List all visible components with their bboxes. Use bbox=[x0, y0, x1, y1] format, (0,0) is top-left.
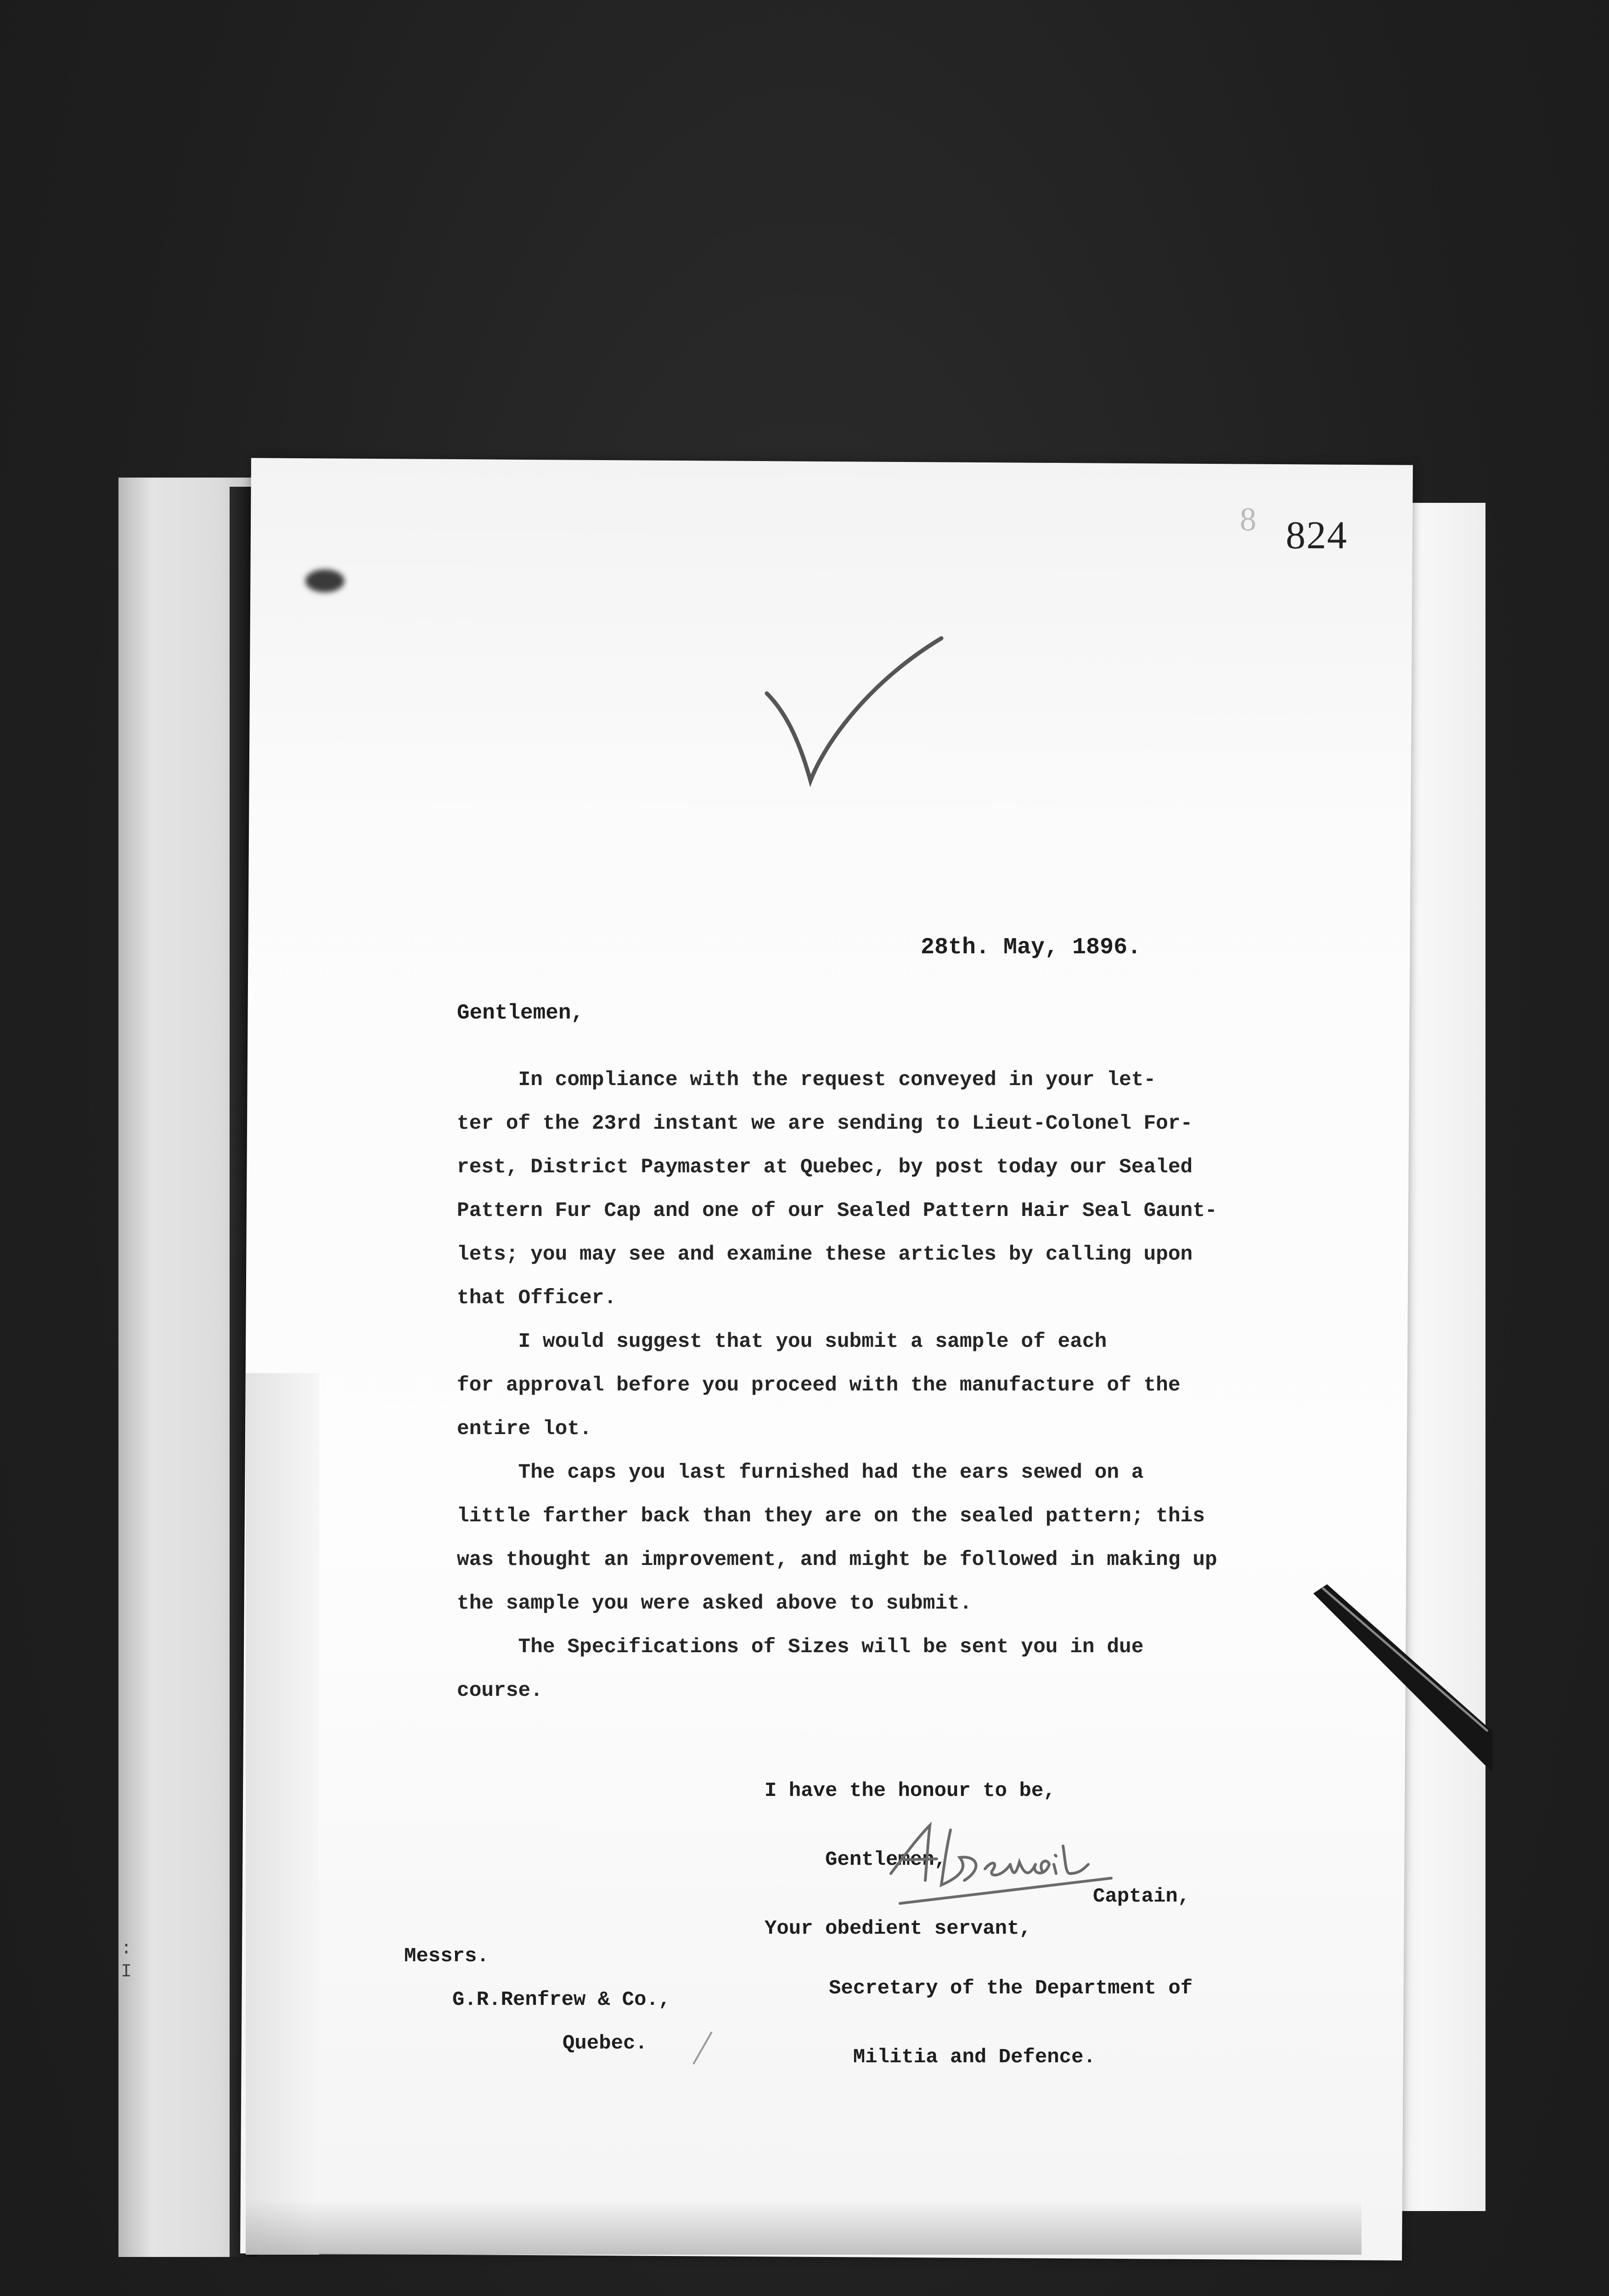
body-line: In compliance with the request conveyed in your let- bbox=[457, 1069, 1156, 1092]
signatory-title: Captain, bbox=[1093, 1885, 1190, 1908]
body-line: rest, District Paymaster at Quebec, by post today our Sealed bbox=[457, 1156, 1193, 1179]
body-line: little farther back than they are on the sealed pattern; this bbox=[457, 1505, 1205, 1528]
body-line: Pattern Fur Cap and one of our Sealed Pattern Hair Seal Gaunt- bbox=[457, 1199, 1217, 1222]
punch-hole-mark bbox=[305, 569, 344, 592]
checkmark-icon bbox=[758, 629, 951, 794]
body-line: The Specifications of Sizes will be sent you in due bbox=[457, 1636, 1144, 1659]
pen-pointer bbox=[1309, 1580, 1492, 1773]
body-line: I would suggest that you submit a sample of each bbox=[457, 1330, 1107, 1353]
closing-line: I have the honour to be, bbox=[765, 1779, 1056, 1802]
page-number: 824 bbox=[1286, 513, 1348, 557]
body-line: lets; you may see and examine these articles by calling upon bbox=[457, 1243, 1193, 1266]
letter-salutation: Gentlemen, bbox=[457, 1001, 584, 1025]
recipient-salutation: Messrs. bbox=[404, 1945, 489, 1968]
body-line: The caps you last furnished had the ears sewed on a bbox=[457, 1461, 1144, 1484]
body-line: course. bbox=[457, 1679, 543, 1702]
binding-mark: : I bbox=[121, 1939, 132, 1982]
recipient-name: G.R.Renfrew & Co., bbox=[452, 1988, 671, 2011]
letter-body bbox=[457, 1058, 1256, 1713]
page-number-overwritten: 8 bbox=[1240, 501, 1256, 538]
position-line: Secretary of the Department of bbox=[829, 1977, 1193, 2000]
body-line: entire lot. bbox=[457, 1418, 592, 1441]
body-line: that Officer. bbox=[457, 1287, 617, 1310]
page-fold bbox=[246, 1373, 319, 2255]
recipient-city: Quebec. bbox=[563, 2032, 647, 2055]
body-line: the sample you were asked above to submit. bbox=[457, 1592, 972, 1615]
position-line: Militia and Defence. bbox=[829, 2046, 1096, 2069]
page-bottom-shade bbox=[246, 2200, 1361, 2255]
pencil-mark bbox=[689, 2030, 716, 2066]
body-line: was thought an improvement, and might be followed in making up bbox=[457, 1548, 1217, 1571]
body-line: ter of the 23rd instant we are sending to Lieut-Colonel For- bbox=[457, 1112, 1193, 1135]
body-line: for approval before you proceed with the manufacture of the bbox=[457, 1374, 1181, 1397]
closing-line: Gentlemen, bbox=[765, 1848, 947, 1871]
letter-date: 28th. May, 1896. bbox=[921, 934, 1142, 961]
closing-line: Your obedient servant, bbox=[765, 1917, 1031, 1940]
signatory-position bbox=[829, 1931, 1193, 2092]
